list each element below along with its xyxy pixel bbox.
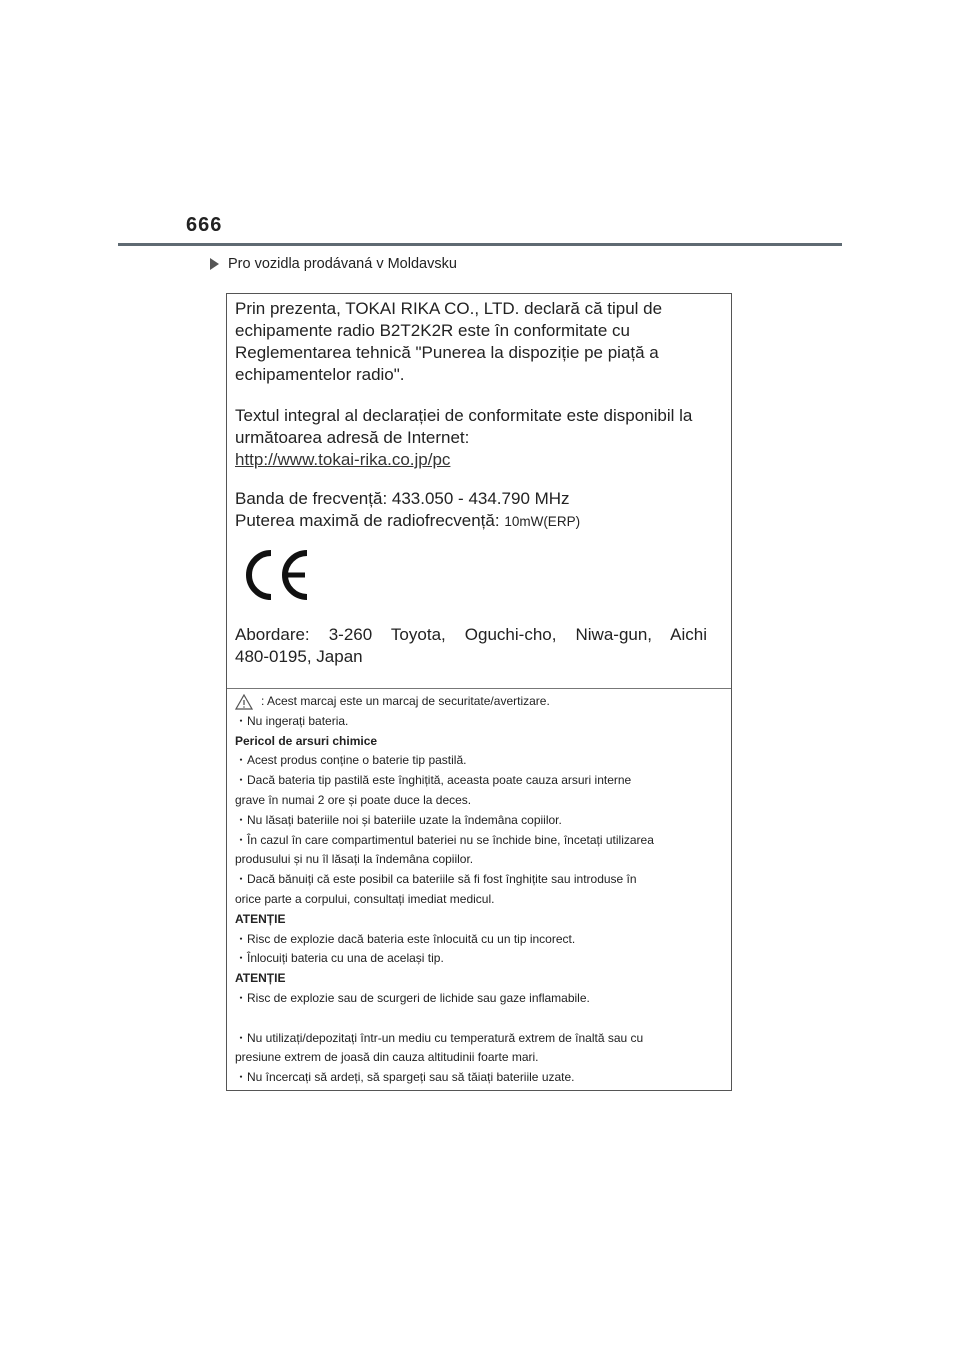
declaration-link[interactable]: http://www.tokai-rika.co.jp/pc <box>235 450 451 469</box>
manufacturer-address-line2: 480-0195, Japan <box>235 647 363 666</box>
warning-line: ・Dacă bănuiți că este posibil ca bateriile să fi fost înghițite sau introduse în <box>235 872 637 887</box>
triangle-bullet-icon <box>210 258 219 270</box>
warning-line: ・În cazul în care compartimentul bateriei nu se închide bine, încetați utilizarea <box>235 832 654 847</box>
section-heading <box>210 256 457 272</box>
warning-line: ・Risc de explozie dacă bateria este înlocuită cu un tip incorect. <box>235 931 576 946</box>
availability-line: Textul integral al declarației de conformitate este disponibil la <box>235 406 693 425</box>
declaration-line: echipamente radio B2T2K2R este în conformitate cu <box>235 321 630 340</box>
header-rule <box>118 243 842 246</box>
warning-line: grave în numai 2 ore și poate duce la deces. <box>235 792 472 807</box>
warning-heading: Pericol de arsuri chimice <box>235 733 378 748</box>
warning-line: presiune extrem de joasă din cauza altitudinii foarte mari. <box>235 1050 539 1065</box>
warning-line: ・Înlocuiți bateria cu una de același tip. <box>235 951 444 966</box>
declaration-text <box>235 298 707 533</box>
warning-line: ・Dacă bateria tip pastilă este înghițită, aceasta poate cauza arsuri interne <box>235 773 632 788</box>
warning-line: ・Nu utilizați/depozitați într-un mediu cu temperatură extrem de înaltă sau cu <box>235 1030 644 1045</box>
warning-line: orice parte a corpului, consultați imediat medicul. <box>235 891 495 906</box>
warning-line: produsului și nu îl lăsați la îndemâna copiilor. <box>235 852 474 867</box>
battery-warnings <box>235 692 721 1088</box>
certification-box <box>226 293 732 1091</box>
warning-line: ・Risc de explozie sau de scurgeri de lichide sau gaze inflamabile. <box>235 990 590 1005</box>
max-power-label: Puterea maximă de radiofrecvență: <box>235 511 505 530</box>
warning-marker-line <box>235 692 721 712</box>
frequency-band: Banda de frecvență: 433.050 - 434.790 MHz <box>235 489 570 508</box>
warning-marker-text: : Acest marcaj este un marcaj de securitate/avertizare. <box>261 694 550 708</box>
warning-heading: ATENȚIE <box>235 971 286 986</box>
warning-line: ・Nu ingerați bateria. <box>235 713 349 728</box>
warning-heading: ATENȚIE <box>235 911 286 926</box>
section-heading-text: Pro vozidla prodávaná v Moldavsku <box>228 256 457 272</box>
manufacturer-address-line1: Abordare: 3-260 Toyota, Oguchi-cho, Niwa-gun, Aichi <box>235 625 707 644</box>
ce-mark-icon <box>241 549 311 601</box>
warning-line: ・Nu lăsați bateriile noi și bateriile uzate la îndemâna copiilor. <box>235 812 562 827</box>
declaration-line: echipamentelor radio". <box>235 365 405 384</box>
warning-line: ・Nu încercați să ardeți, să spargeți sau să tăiați bateriile uzate. <box>235 1070 575 1085</box>
declaration-line: Prin prezenta, TOKAI RIKA CO., LTD. declară că tipul de <box>235 299 663 318</box>
max-power-value: 10mW(ERP) <box>504 514 581 529</box>
declaration-panel <box>227 294 731 689</box>
page-number: 666 <box>186 214 223 236</box>
warning-line: ・Acest produs conține o baterie tip pastilă. <box>235 753 467 768</box>
max-power <box>235 510 707 533</box>
availability-line: următoarea adresă de Internet: <box>235 428 470 447</box>
warning-triangle-icon <box>235 694 253 710</box>
declaration-line: Reglementarea tehnică "Punerea la dispoziție pe piață a <box>235 343 659 362</box>
